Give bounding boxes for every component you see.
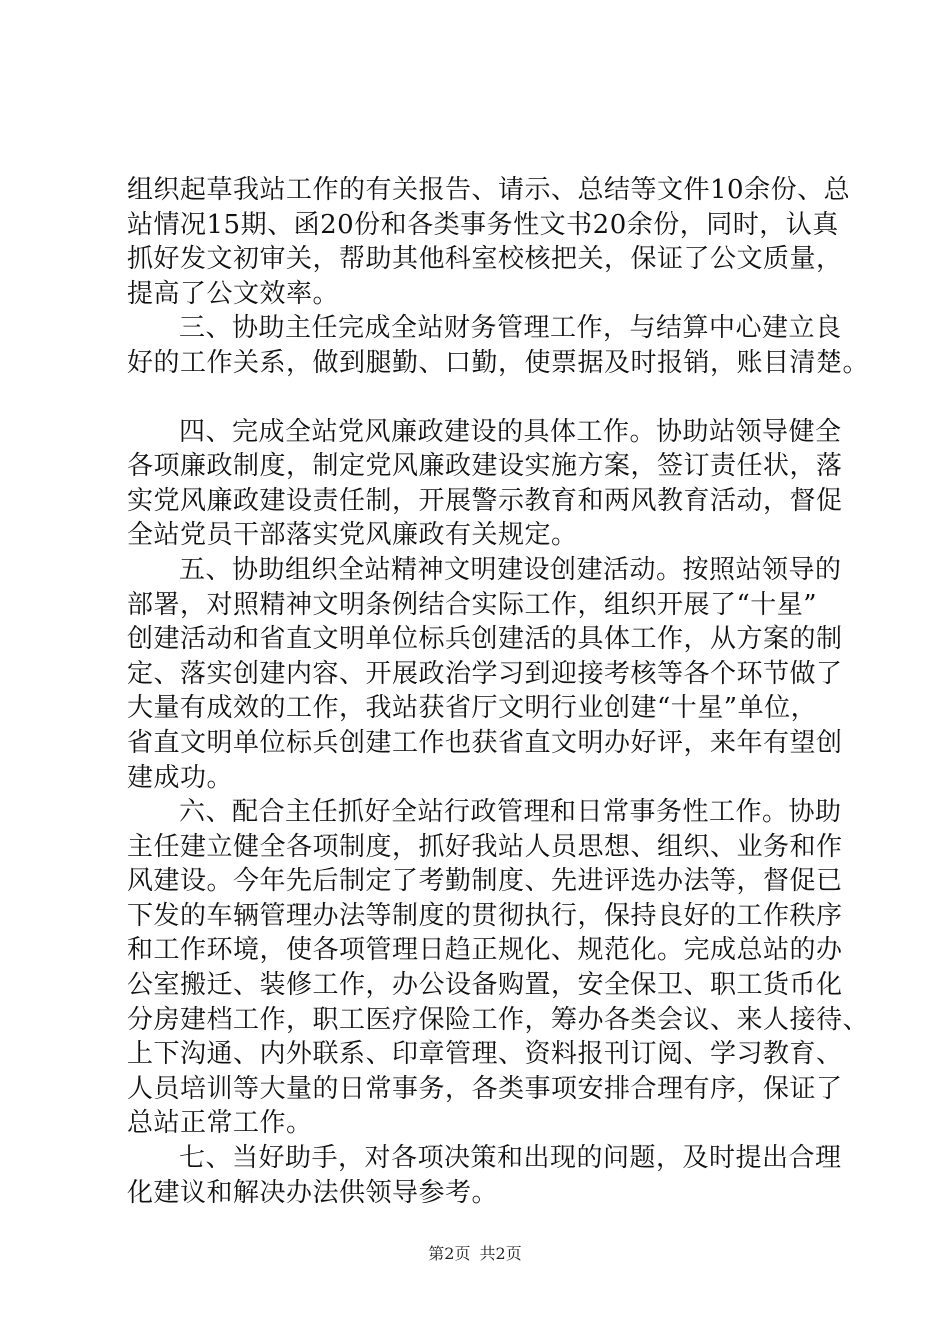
text-line: 创建活动和省直文明单位标兵创建活的具体工作，从方案的制: [127, 624, 843, 655]
text-line: 公室搬迁、装修工作，办公设备购置，安全保卫、职工货币化: [127, 970, 843, 1001]
text-line: 和工作环境，使各项管理日趋正规化、规范化。完成总站的办: [127, 935, 843, 966]
page-footer: [0, 1244, 950, 1264]
text-line: 人员培训等大量的日常事务，各类事项安排合理有序，保证了: [127, 1073, 843, 1104]
text-line: 好的工作关系，做到腿勤、口勤，使票据及时报销，账目清楚。: [127, 347, 870, 378]
paragraph-3-start: 三、协助主任完成全站财务管理工作，与结算中心建立良: [179, 313, 842, 344]
text-line: 风建设。今年先后制定了考勤制度、先进评选办法等，督促已: [127, 866, 843, 897]
page-total: 共2页: [479, 1244, 522, 1263]
paragraph-4-start: 四、完成全站党风廉政建设的具体工作。协助站领导健全: [179, 416, 842, 447]
text-line: 省直文明单位标兵创建工作也获省直文明办好评，来年有望创: [127, 727, 843, 758]
text-line: 建成功。: [127, 762, 234, 793]
text-line: 化建议和解决办法供领导参考。: [127, 1177, 499, 1208]
text-line: 主任建立健全各项制度，抓好我站人员思想、组织、业务和作: [127, 831, 843, 862]
paragraph-5-start: 五、协助组织全站精神文明建设创建活动。按照站领导的: [179, 554, 842, 585]
paragraph-gap: [127, 381, 827, 415]
text-line: 站情况15期、函20份和各类事务性文书20余份，同时，认真: [127, 209, 839, 240]
text-line: 上下沟通、内外联系、印章管理、资料报刊订阅、学习教育、: [127, 1039, 843, 1070]
text-line: 组织起草我站工作的有关报告、请示、总结等文件10余份、总: [127, 175, 851, 205]
text-line: 提高了公文效率。: [127, 278, 340, 309]
text-line: 各项廉政制度，制定党风廉政建设实施方案，签订责任状，落: [127, 451, 843, 482]
paragraph-7-start: 七、当好助手，对各项决策和出现的问题，及时提出合理: [179, 1143, 842, 1174]
text-line: 大量有成效的工作，我站获省厅文明行业创建“十星”单位，: [127, 693, 818, 724]
text-line: 部署，对照精神文明条例结合实际工作，组织开展了“十星”: [127, 589, 818, 620]
text-line: 全站党员干部落实党风廉政有关规定。: [127, 520, 578, 551]
text-line: 下发的车辆管理办法等制度的贯彻执行，保持良好的工作秩序: [127, 900, 843, 931]
text-line: 总站正常工作。: [127, 1108, 313, 1139]
text-line: 实党风廉政建设责任制，开展警示教育和两风教育活动，督促: [127, 485, 843, 516]
page-number: 第2页: [428, 1244, 471, 1263]
text-line: 定、落实创建内容、开展政治学习到迎接考核等各个环节做了: [127, 658, 843, 689]
text-line: 分房建档工作，职工医疗保险工作，筹办各类会议、来人接待、: [127, 1004, 870, 1035]
text-line: 抓好发文初审关，帮助其他科室校核把关，保证了公文质量，: [127, 244, 843, 275]
document-body: [127, 173, 870, 1210]
paragraph-6-start: 六、配合主任抓好全站行政管理和日常事务性工作。协助: [179, 797, 842, 828]
